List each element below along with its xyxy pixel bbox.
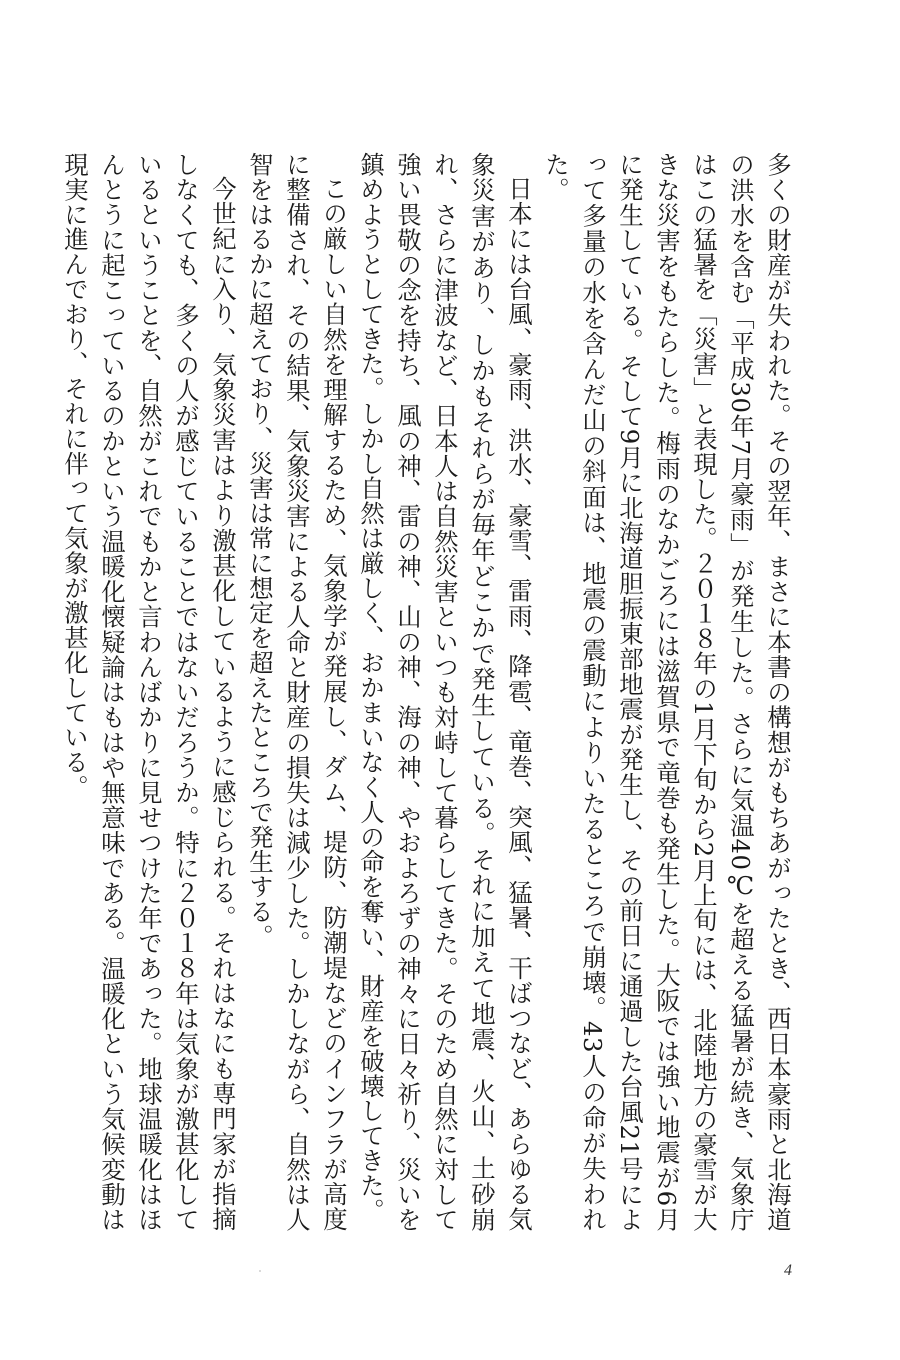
print-speck (259, 1270, 261, 1272)
paragraph-4: 今世紀に入り、気象災害はより激甚化しているように感じられる。それはなにも専門家が指摘しなくても、多くの人が感じていることではないだろうか。特に２０１８年は気象が激甚化しているということを、自然がこれでもかと言わんばかりに見せつけた年であった。地球温暖化はほんとうに起こっているのかという温暖化懐疑論はもはや無意味である。温暖化という気候変動は現実に進んでおり、それに伴って気象が激甚化している。 (60, 152, 237, 1232)
paragraph-3: この厳しい自然を理解するため、気象学が発展し、ダム、堤防、防潮堤などのインフラが高度に整備され、その結果、気象災害による人命と財産の損失は減少した。しかしながら、自然は人智をはるかに超えており、災害は常に想定を超えたところで発生する。 (245, 152, 348, 1232)
vertical-body-text (60, 152, 796, 1233)
paragraph-continuation (537, 152, 796, 1232)
opening-line: 多くの財産が失われた。その翌年、まさに本書の構想がもちあがったとき、西日本豪雨と北海道の (726, 152, 792, 1232)
paragraph-1-text: 洪水を含む「平成30年7月豪雨」が発生した。さらに気温40℃を超える猛暑が続き、気象庁はこの猛暑を「災害」と表現した。２０１８年の1月下旬から2月上旬には、北陸地方の豪雪が大きな災害をもたらした。梅雨のなかごろには滋賀県で竜巻も発生した。大阪では強い地震が6月に発生している。そして9月に北海道胆振東部地震が発生し、その前日に通過した台風21号によって多量の水を含んだ山の斜面は、地震の震動によりいたるところで崩壊。43人の命が失われた。 (541, 152, 755, 1233)
page-number: 4 (784, 1262, 792, 1279)
paragraph-2: 日本には台風、豪雨、洪水、豪雪、雷雨、降雹、竜巻、突風、猛暑、干ばつなど、あらゆる気象災害があり、しかもそれらが毎年どこかで発生している。それに加えて地震、火山、土砂崩れ、さらに津波など、日本人は自然災害といつも対峙して暮らしてきた。そのため自然に対して強い畏敬の念を持ち、風の神、雷の神、山の神、海の神、やおよろずの神々に日々祈り、災いを鎮めようとしてきた。しかし自然は厳しく、おかまいなく人の命を奪い、財産を破壊してきた。 (356, 152, 533, 1232)
